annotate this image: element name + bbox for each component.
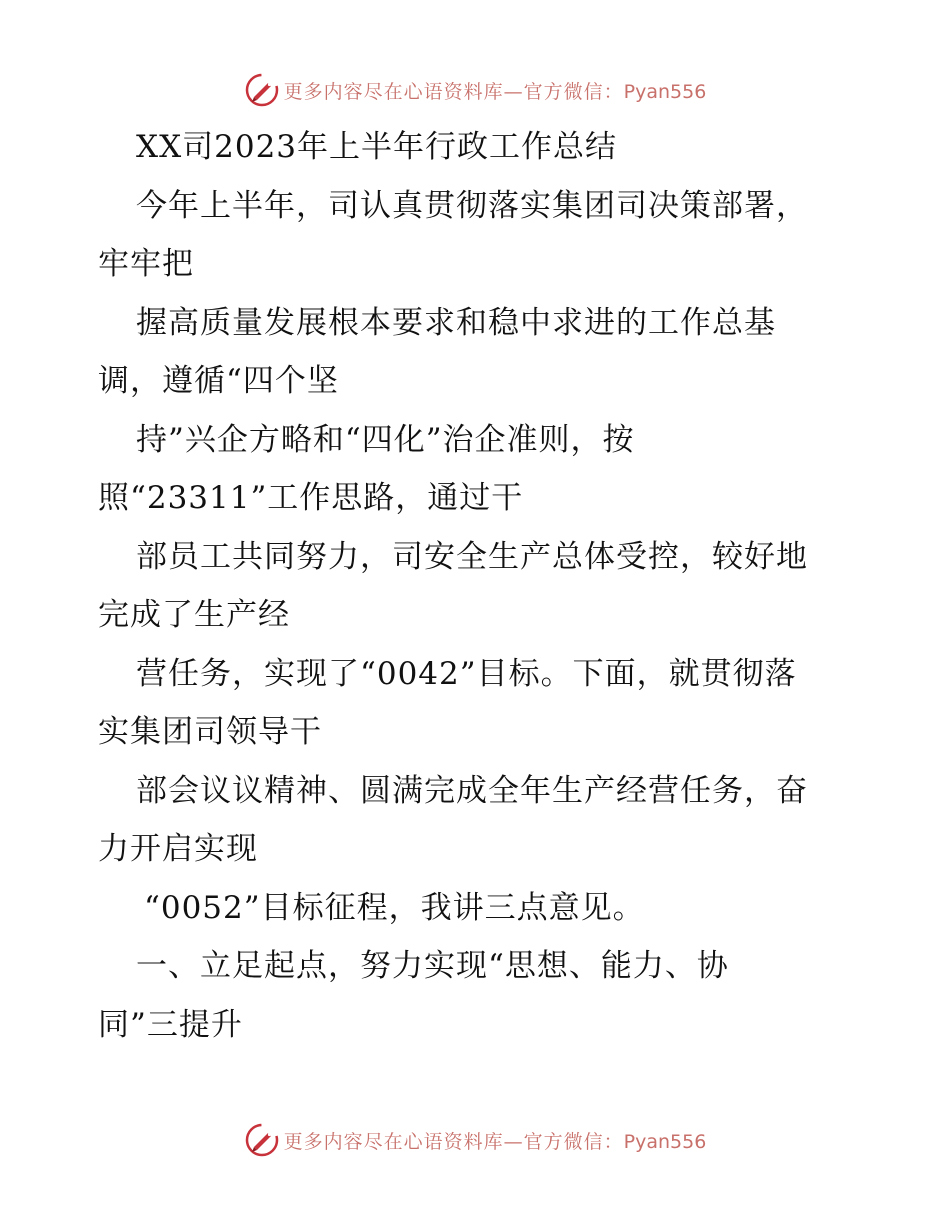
watermark-text: 更多内容尽在心语资料库—官方微信：Pyan556	[283, 1130, 707, 1153]
watermark-text: 更多内容尽在心语资料库—官方微信：Pyan556	[283, 80, 707, 103]
doc-line: 部会议议精神、圆满完成全年生产经营任务，奋	[136, 772, 808, 809]
doc-line: 力开启实现	[98, 831, 258, 867]
doc-line: 握高质量发展根本要求和稳中求进的工作总基	[136, 304, 776, 341]
doc-line: 持”兴企方略和“四化”治企准则，按	[136, 421, 635, 458]
wechat-id: Pyan556	[623, 80, 707, 103]
doc-line: 调，遵循“四个坚	[98, 363, 339, 399]
doc-line: “0052”目标征程，我讲三点意见。	[144, 889, 645, 926]
doc-line: 完成了生产经	[98, 597, 290, 633]
wechat-id: Pyan556	[623, 1130, 707, 1153]
doc-line: 部员工共同努力，司安全生产总体受控，较好地	[136, 538, 808, 575]
doc-line: 牢牢把	[98, 246, 194, 282]
doc-line: 营任务，实现了“0042”目标。下面，就贯彻落	[136, 655, 797, 692]
doc-line: 实集团司领导干	[98, 714, 322, 750]
header-watermark	[0, 70, 950, 110]
doc-line: 同”三提升	[98, 1006, 243, 1043]
doc-line: 照“23311”工作思路，通过干	[98, 480, 524, 516]
doc-line: 今年上半年，司认真贯彻落实集团司决策部署，	[136, 187, 808, 224]
document-body	[98, 118, 898, 1054]
footer-watermark	[0, 1120, 950, 1160]
doc-title: XX司2023年上半年行政工作总结	[136, 129, 618, 165]
pen-logo-icon	[244, 1122, 280, 1158]
pen-logo-icon	[244, 72, 280, 108]
section-heading: 一、立足起点，努力实现“思想、能力、协	[136, 948, 729, 984]
